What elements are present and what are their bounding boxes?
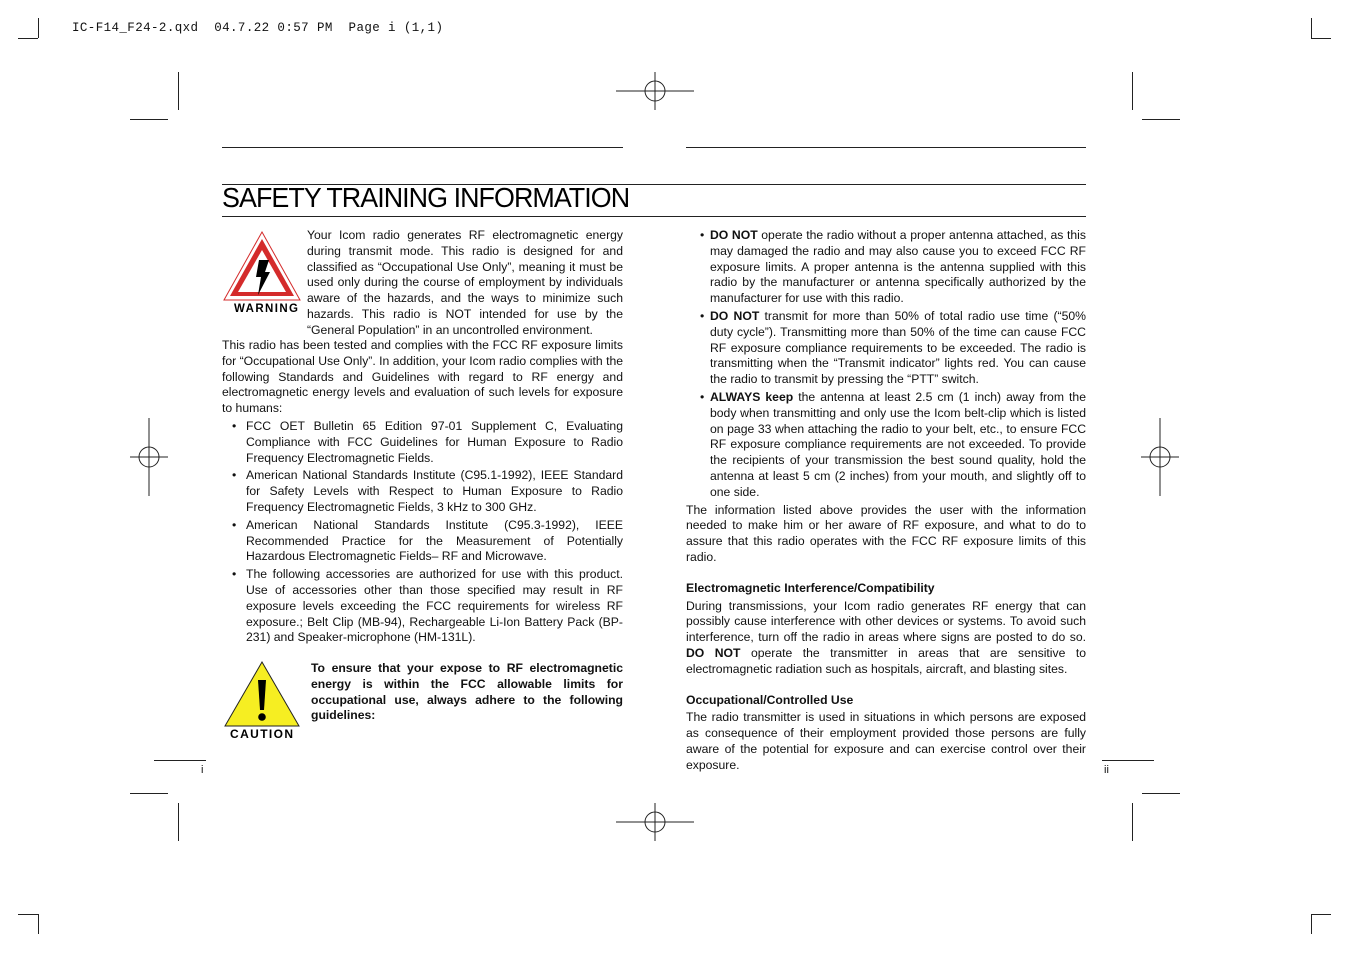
page-number-left: i	[201, 764, 204, 776]
emi-paragraph	[686, 599, 1086, 678]
lightning-bolt-triangle-icon	[222, 230, 302, 302]
occupational-paragraph: The radio transmitter is used in situations in which persons are exposed as consequence of their employment provided those persons are fully aware of the potential for exposure and can exercise control over their exposure.	[686, 710, 1086, 772]
bullet-lead: ALWAYS keep	[710, 389, 794, 404]
bullet-text: The following accessories are authorized for use with this product. Use of accessories other than those specified may result in RF exposure levels exceeding the FCC requirements for wireless RF exposure.; Belt Clip (MB-94), Rechargeable Li-Ion Battery Pack (BP-231) and Speaker-microphone (HM-131L).	[246, 567, 623, 645]
footer-rule-right	[1102, 760, 1154, 761]
intro-paragraph: Your Icom radio generates RF electromagnetic energy during transmit mode. This radio is designed for and classified as “Occupational Use Only”, meaning it must be used only during the course of employment by individuals aware of the hazards, and the ways to minimize such hazards. This radio is NOT intended for use by the “General Population” in an uncontrolled environment.	[307, 228, 623, 337]
footer-rule-left	[154, 760, 206, 761]
warning-label: WARNING	[234, 303, 300, 315]
header-rule-left	[222, 147, 623, 148]
page-title: SAFETY TRAINING INFORMATION	[222, 182, 630, 213]
left-body	[222, 338, 623, 646]
list-item: • DO NOT operate the radio without a proper antenna attached, as this may damaged the radio and may also cause you to exceed FCC RF exposure limits. A proper antenna is the antenna supplied with this radio by the manufacturer or antenna specifically authorized by the manufacturer for use with this radio.	[700, 228, 1086, 306]
exclamation-triangle-icon	[222, 660, 302, 728]
title-rule-bottom	[222, 216, 1086, 217]
summary-paragraph: The information listed above provides the user with the information needed to make him or her aware of RF exposure, and what to do to assure that this radio operates with the FCC RF exposure limits of this radio.	[686, 502, 1086, 564]
list-item: • ALWAYS keep the antenna at least 2.5 cm (1 inch) away from the body when transmitting and only use the Icom belt-clip which is listed on page 33 when attaching the radio to your belt, etc., to ensure FCC RF exposure compliance requirements are not exceeded. To provide the recipients of your transmission the best sound quality, hold the antenna at least 5 cm (2 inches) from your mouth, and slightly off to one side.	[700, 389, 1086, 499]
list-item: • DO NOT transmit for more than 50% of total radio use time (“50% duty cycle”). Transmitting more than 50% of the time can cause FCC RF exposure compliance requirements to be exceeded. The radio is transmitting when the “Transmit indicator” lights red. You can cause the radio to transmit by pressing the “PTT” switch.	[700, 308, 1086, 387]
file-slug: IC-F14_F24-2.qxd 04.7.22 0:57 PM Page i (1,1)	[72, 21, 444, 35]
bullet-text: American National Standards Institute (C95.1-1992), IEEE Standard for Safety Levels with Respect to Human Exposure to Radio Frequency Electromagnetic Fields, 3 kHz to 300 GHz.	[246, 468, 623, 514]
bullet-lead: DO NOT	[710, 228, 758, 242]
tested-paragraph: This radio has been tested and complies with the FCC RF exposure limits for “Occupational Use Only”. In addition, your Icom radio complies with the following Standards and Guidelines with regard to RF energy and electromagnetic energy levels and evaluation of such levels for exposure to humans:	[222, 338, 624, 416]
emi-heading: Electromagnetic Interference/Compatibility	[686, 580, 935, 595]
right-body	[686, 228, 1086, 774]
caution-label: CAUTION	[230, 727, 295, 741]
page-number-right: ii	[1104, 764, 1109, 776]
bullet-text: the antenna at least 2.5 cm (1 inch) away from the body when transmitting and only use the Icom belt-clip which is listed on page 33 when attaching the radio to your belt, etc., to ensure FCC RF exposure compliance requirements are not exceeded. To provide the recipients of your transmission the best sound quality, hold the antenna at least 5 cm (2 inches) from your mouth, and slightly off to one side.	[710, 389, 1086, 499]
occupational-heading: Occupational/Controlled Use	[686, 692, 854, 707]
bullet-text: transmit for more than 50% of total radio use time (“50% duty cycle”). Transmitting more than 50% of the time can cause FCC RF exposure compliance requirements to be exceeded. The radio is transmitting when the “Transmit indicator” lights red. You can cause the radio to transmit by pressing the “PTT” switch.	[710, 308, 1086, 387]
bullet-text: FCC OET Bulletin 65 Edition 97-01 Supplement C, Evaluating Compliance with FCC Guidelines for Human Exposure to Radio Frequency Electromagnetic Fields.	[246, 418, 623, 465]
warning-intro	[307, 228, 623, 339]
bullet-text: operate the radio without a proper antenna attached, as this may damaged the radio and may also cause you to exceed FCC RF exposure limits. A proper antenna is the antenna supplied with this radio by the manufacturer or antenna specifically authorized by the manufacturer for use with this radio.	[710, 228, 1086, 306]
emi-text-1: During transmissions, your Icom radio generates RF energy that can possibly cause interference with other devices or systems. To avoid such interference, turn off the radio in areas where signs are posted to do so.	[686, 598, 1086, 645]
header-rule-right	[686, 147, 1086, 148]
bullet-lead: DO NOT	[710, 308, 760, 323]
list-item: • The following accessories are authorized for use with this product. Use of accessories other than those specified may result in RF exposure levels exceeding the FCC requirements for wireless RF exposure.; Belt Clip (MB-94), Rechargeable Li-Ion Battery Pack (BP-231) and Speaker-microphone (HM-131L).	[232, 567, 623, 645]
list-item: • FCC OET Bulletin 65 Edition 97-01 Supplement C, Evaluating Compliance with FCC Guidelines for Human Exposure to Radio Frequency Electromagnetic Fields.	[232, 418, 623, 465]
emi-text-2: operate the transmitter in areas that are sensitive to electromagnetic radiation such as hospitals, aircraft, and blasting sites.	[686, 645, 1086, 676]
list-item: • American National Standards Institute (C95.1-1992), IEEE Standard for Safety Levels with Respect to Human Exposure to Radio Frequency Electromagnetic Fields, 3 kHz to 300 GHz.	[232, 468, 623, 514]
list-item: • American National Standards Institute (C95.3-1992), IEEE Recommended Practice for the Measurement of Potentially Hazardous Electromagnetic Fields– RF and Microwave.	[232, 517, 623, 564]
caution-text: To ensure that your expose to RF electromagnetic energy is within the FCC allowable limits for occupational use, always adhere to the following guidelines:	[311, 661, 623, 723]
bullet-text: American National Standards Institute (C95.3-1992), IEEE Recommended Practice for the Measurement of Potentially Hazardous Electromagnetic Fields– RF and Microwave.	[246, 517, 623, 564]
emi-lead: DO NOT	[686, 645, 741, 660]
